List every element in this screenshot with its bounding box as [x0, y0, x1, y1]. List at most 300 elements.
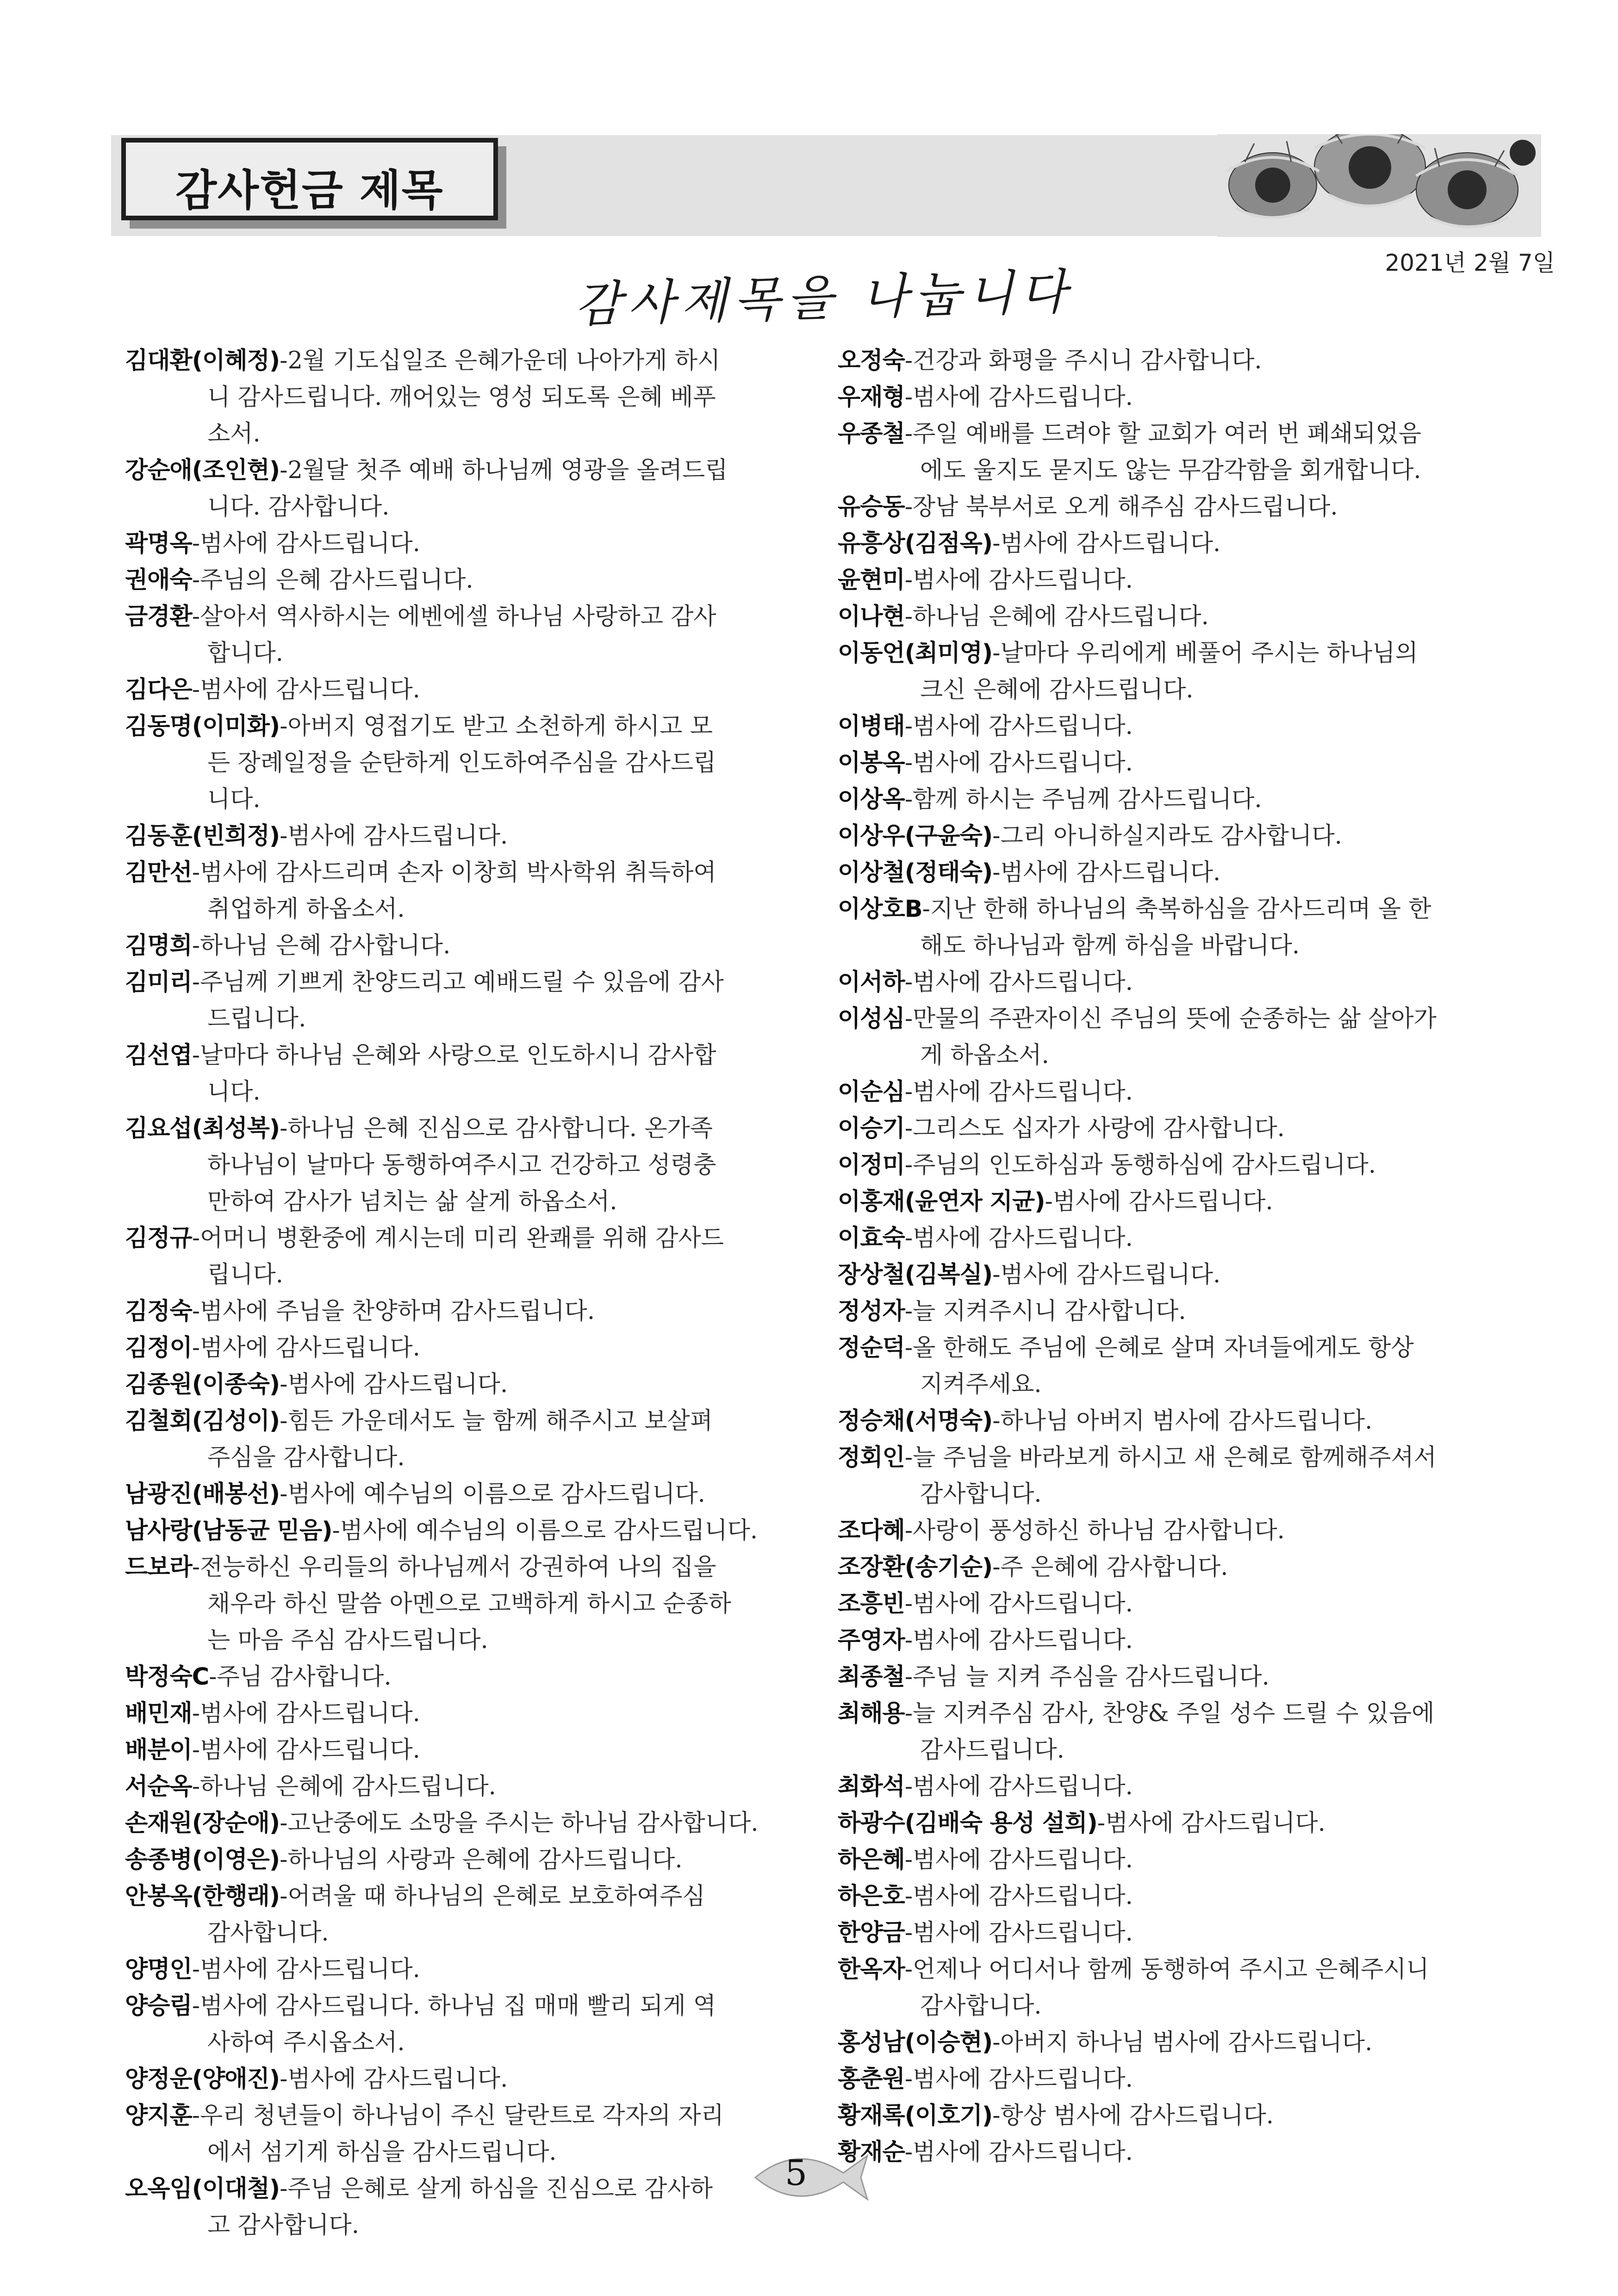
entry-first-line [838, 1695, 1523, 1732]
donor-name: 정순덕 [838, 1334, 905, 1362]
thanks-entry [838, 1768, 1523, 1805]
donor-name: 이병태 [838, 713, 905, 740]
thanks-message: -살아서 역사하시는 에벤에셀 하나님 사랑하고 감사 [192, 603, 716, 630]
donor-name: 최종철 [838, 1663, 905, 1691]
thanks-entry [125, 1951, 808, 1988]
thanks-message: 립니다. [207, 1261, 284, 1288]
donor-name: 김정이 [125, 1334, 192, 1362]
entry-first-line [838, 1293, 1523, 1330]
thanks-message: -지난 한해 하나님의 축복하심을 감사드리며 올 한 [922, 896, 1431, 923]
thanks-entry [838, 2061, 1523, 2097]
donor-name: 김다은 [125, 676, 192, 703]
thanks-entry [125, 1220, 808, 1293]
entry-first-line [125, 1842, 808, 1878]
thanks-message: -범사에 예수님의 이름으로 감사드립니다. [332, 1517, 758, 1544]
entry-first-line [838, 1001, 1523, 1037]
entry-first-line [838, 562, 1523, 598]
donor-name: 정회인 [838, 1444, 905, 1471]
issue-date: 2021년 2월 7일 [1385, 249, 1555, 276]
donor-name: 이동언(최미영) [838, 640, 993, 667]
thanks-message: 니다. 감사합니다. [207, 493, 390, 521]
thanks-message: -사랑이 풍성하신 하나님 감사합니다. [904, 1517, 1285, 1544]
donor-name: 이나현 [838, 603, 905, 630]
entry-first-line [838, 416, 1523, 452]
entry-first-line [838, 598, 1523, 635]
donor-name: 양정운(양애진) [125, 2066, 280, 2093]
thanks-entry [838, 1220, 1523, 1257]
donor-name: 최해용 [838, 1700, 905, 1727]
thanks-entry [125, 2097, 808, 2171]
donor-name: 장상철(김복실) [838, 1261, 993, 1288]
entry-first-line [838, 379, 1523, 416]
thanks-entry [838, 1842, 1523, 1878]
thanks-message: -힘든 가운데서도 늘 함께 해주시고 보살펴 [280, 1407, 713, 1435]
thanks-entry [125, 1842, 808, 1878]
thanks-entry [125, 2061, 808, 2097]
thanks-message: 주심을 감사합니다. [207, 1444, 405, 1471]
thanks-entry [838, 1147, 1523, 1183]
donor-name: 이상옥 [838, 786, 905, 813]
entry-continuation-line [125, 379, 808, 416]
entry-first-line [838, 525, 1523, 562]
thanks-message: -범사에 감사드립니다. [192, 676, 420, 703]
donor-name: 하은혜 [838, 1846, 905, 1873]
donor-name: 김만선 [125, 859, 192, 886]
entry-first-line [125, 1878, 808, 1915]
entry-first-line [838, 1878, 1523, 1915]
thanks-entry [838, 562, 1523, 598]
thanks-entry [838, 1805, 1523, 1842]
thanks-message: -범사에 감사드립니다. [904, 2139, 1133, 2166]
thanks-message: -만물의 주관자이신 주님의 뜻에 순종하는 삶 살아가 [904, 1005, 1437, 1033]
donor-name: 하은호 [838, 1883, 905, 1910]
thanks-message: -전능하신 우리들의 하나님께서 강권하여 나의 집을 [192, 1554, 716, 1581]
entry-first-line [125, 1732, 808, 1768]
entry-first-line [125, 1512, 808, 1549]
entry-first-line [838, 1403, 1523, 1439]
thanks-message: -날마다 우리에게 베풀어 주시는 하나님의 [992, 640, 1418, 667]
thanks-entry [838, 598, 1523, 635]
donor-name: 양명인 [125, 1956, 192, 1983]
thanks-message: -범사에 감사드리며 손자 이창희 박사학위 취득하여 [192, 859, 716, 886]
thanks-message: -범사에 감사드립니다. [192, 1334, 420, 1362]
donor-name: 김철회(김성이) [125, 1407, 280, 1435]
thanks-message: -범사에 감사드립니다. [904, 1883, 1133, 1910]
entry-first-line [838, 1220, 1523, 1257]
entry-first-line [125, 927, 808, 964]
thanks-message: -어머니 병환중에 계시는데 미리 완쾌를 위해 감사드 [192, 1225, 724, 1252]
thanks-message: -주일 예배를 드려야 할 교회가 여러 번 폐쇄되었음 [904, 420, 1421, 448]
donor-name: 양승림 [125, 1992, 192, 2020]
thanks-message: -주님의 은혜 감사드립니다. [192, 566, 473, 594]
thanks-entry [125, 927, 808, 964]
entry-first-line [838, 2061, 1523, 2097]
thanks-entry [838, 525, 1523, 562]
thanks-message: 취업하게 하옵소서. [207, 896, 405, 923]
thanks-message: -건강과 화평을 주시니 감사합니다. [904, 347, 1262, 374]
entry-first-line [125, 672, 808, 708]
entry-first-line [838, 635, 1523, 672]
thanks-message: 니다. [207, 1078, 261, 1106]
thanks-message: 해도 하나님과 함께 하심을 바랍니다. [920, 932, 1300, 959]
thanks-entry [125, 1366, 808, 1403]
entry-first-line [838, 708, 1523, 745]
thanks-message: -범사에 감사드립니다. [904, 1846, 1133, 1873]
thanks-entry [125, 2171, 808, 2244]
thanks-message: -범사에 감사드립니다. [904, 1225, 1133, 1252]
donor-name: 권애숙 [125, 566, 192, 594]
entry-first-line [838, 489, 1523, 525]
thanks-message: -아버지 하나님 범사에 감사드립니다. [992, 2029, 1373, 2056]
donor-name: 드보라 [125, 1554, 192, 1581]
entry-first-line [838, 1622, 1523, 1659]
thanks-message: -주님 은혜로 살게 하심을 진심으로 감사하 [280, 2175, 713, 2203]
entry-continuation-line [125, 1257, 808, 1293]
thanks-message: -범사에 감사드립니다. [1097, 1810, 1326, 1837]
thanks-message: -범사에 감사드립니다. [192, 1736, 420, 1764]
donor-name: 김정규 [125, 1225, 192, 1252]
donor-name: 오옥임(이대철) [125, 2175, 280, 2203]
entry-first-line [838, 1915, 1523, 1951]
entry-first-line [838, 1512, 1523, 1549]
donor-name: 이순심 [838, 1078, 905, 1106]
donor-name: 황재순 [838, 2139, 905, 2166]
thanks-message: 사하여 주시옵소서. [207, 2029, 405, 2056]
thanks-message: -범사에 감사드립니다. [904, 2066, 1133, 2093]
donor-name: 배민재 [125, 1700, 192, 1727]
entry-first-line [838, 1439, 1523, 1476]
donor-name: 금경환 [125, 603, 192, 630]
thanks-message: -하나님 은혜 진심으로 감사합니다. 온가족 [280, 1115, 713, 1142]
thanks-message: -범사에 감사드립니다. [904, 566, 1133, 594]
thanks-entry [125, 1293, 808, 1330]
donor-name: 배분이 [125, 1736, 192, 1764]
thanks-message: -하나님 은혜에 감사드립니다. [904, 603, 1209, 630]
entry-first-line [125, 1659, 808, 1695]
thanks-message: -주님의 인도하심과 동행하심에 감사드립니다. [904, 1151, 1376, 1179]
donor-name: 김선엽 [125, 1042, 192, 1069]
entry-first-line [125, 452, 808, 489]
entry-first-line [838, 1074, 1523, 1110]
thanks-entry [125, 562, 808, 598]
thanks-entry [125, 1988, 808, 2061]
thanks-message: -범사에 감사드립니다. [280, 2066, 508, 2093]
entry-first-line [125, 1366, 808, 1403]
donor-name: 이정미 [838, 1151, 905, 1179]
thanks-entry [125, 1330, 808, 1366]
thanks-entry [838, 1915, 1523, 1951]
thanks-message: -항상 범사에 감사드립니다. [992, 2102, 1274, 2129]
entry-first-line [125, 1403, 808, 1439]
entry-first-line [125, 2097, 808, 2134]
thanks-message: 합니다. [207, 640, 284, 667]
right-column [838, 342, 1523, 2171]
entry-continuation-line [125, 2207, 808, 2244]
thanks-message: -범사에 감사드립니다. [192, 1956, 420, 1983]
entry-continuation-line [125, 781, 808, 818]
thanks-entry [838, 1330, 1523, 1403]
entry-first-line [838, 1659, 1523, 1695]
entry-first-line [838, 1183, 1523, 1220]
thanks-entry [125, 342, 808, 452]
thanks-message: -그리스도 십자가 사랑에 감사합니다. [904, 1115, 1285, 1142]
thanks-entry [838, 1549, 1523, 1586]
entry-first-line [125, 1293, 808, 1330]
thanks-message: -하나님 아버지 범사에 감사드립니다. [992, 1407, 1373, 1435]
thanks-entry [838, 1695, 1523, 1768]
thanks-message: -범사에 감사드립니다. [904, 969, 1133, 996]
thanks-entry [838, 1878, 1523, 1915]
entry-first-line [838, 1549, 1523, 1586]
thanks-entry [125, 452, 808, 525]
thanks-message: -주님께 기쁘게 찬양드리고 예배드릴 수 있음에 감사 [192, 969, 724, 996]
entry-continuation-line [125, 1147, 808, 1183]
entry-continuation-line [125, 745, 808, 781]
thanks-message: 든 장례일정을 순탄하게 인도하여주심을 감사드립 [207, 749, 716, 777]
thanks-message: -고난중에도 소망을 주시는 하나님 감사합니다. [280, 1810, 759, 1837]
donor-name: 곽명옥 [125, 530, 192, 557]
thanks-entry [838, 2134, 1523, 2171]
thanks-entry [838, 745, 1523, 781]
entry-first-line [125, 562, 808, 598]
thanks-message: -범사에 예수님의 이름으로 감사드립니다. [280, 1481, 705, 1508]
thanks-message: 하나님이 날마다 동행하여주시고 건강하고 성령충 [207, 1151, 716, 1179]
entry-first-line [838, 2134, 1523, 2171]
entry-first-line [838, 891, 1523, 927]
donor-name: 남광진(배봉선) [125, 1481, 280, 1508]
entry-first-line [838, 1110, 1523, 1147]
donor-name: 황재록(이호기) [838, 2102, 993, 2129]
entry-first-line [125, 1476, 808, 1512]
entry-first-line [125, 1330, 808, 1366]
thanks-message: -범사에 감사드립니다. [192, 530, 420, 557]
thanks-entry [838, 781, 1523, 818]
thanks-entry [838, 1586, 1523, 1622]
entry-continuation-line [838, 927, 1523, 964]
thanks-message: -어려울 때 하나님의 은혜로 보호하여주심 [280, 1883, 705, 1910]
entry-first-line [838, 1586, 1523, 1622]
thanks-entry [838, 1110, 1523, 1147]
donor-name: 홍성남(이승현) [838, 2029, 993, 2056]
thanks-entry [125, 1732, 808, 1768]
entry-first-line [838, 342, 1523, 379]
thanks-entry [838, 1403, 1523, 1439]
donor-name: 윤현미 [838, 566, 905, 594]
thanks-entry [838, 416, 1523, 489]
entry-first-line [125, 342, 808, 379]
entry-continuation-line [838, 1476, 1523, 1512]
thanks-message: -범사에 감사드립니다. [280, 822, 508, 850]
thanks-message: -아버지 영접기도 받고 소천하게 하시고 모 [280, 713, 713, 740]
entry-first-line [838, 1805, 1523, 1842]
section-subtitle: 감사제목을 나눕니다 [574, 263, 1074, 333]
entry-first-line [125, 708, 808, 745]
entry-first-line [838, 1147, 1523, 1183]
entry-first-line [125, 1110, 808, 1147]
thanks-entry [125, 598, 808, 672]
thanks-message: 크신 은혜에 감사드립니다. [920, 676, 1194, 703]
entry-first-line [838, 2097, 1523, 2134]
entry-first-line [125, 1805, 808, 1842]
donor-name: 최화석 [838, 1773, 905, 1800]
entry-first-line [125, 818, 808, 854]
entry-first-line [125, 525, 808, 562]
donor-name: 정성자 [838, 1298, 905, 1325]
entry-first-line [838, 781, 1523, 818]
entry-first-line [838, 745, 1523, 781]
thanks-entry [125, 1037, 808, 1110]
entry-continuation-line [125, 2024, 808, 2061]
thanks-message: -장남 북부서로 오게 해주심 감사드립니다. [904, 493, 1338, 521]
entry-continuation-line [125, 1586, 808, 1622]
entry-continuation-line [125, 1074, 808, 1110]
thanks-entry [838, 1622, 1523, 1659]
donor-name: 강순애(조인현) [125, 457, 280, 484]
thanks-entry [838, 379, 1523, 416]
thanks-entry [125, 1549, 808, 1659]
thanks-message: -우리 청년들이 하나님이 주신 달란트로 각자의 자리 [192, 2102, 724, 2129]
thanks-message: -날마다 하나님 은혜와 사랑으로 인도하시니 감사합 [192, 1042, 716, 1069]
thanks-message: -늘 지켜주시니 감사합니다. [904, 1298, 1186, 1325]
thanks-message: -범사에 감사드립니다. [904, 1627, 1133, 1654]
entry-first-line [838, 818, 1523, 854]
donor-name: 오정숙 [838, 347, 905, 374]
thanks-message: 감사합니다. [207, 1919, 329, 1947]
thanks-message: -하나님 은혜에 감사드립니다. [192, 1773, 496, 1800]
thanks-message: -주님 늘 지켜 주심을 감사드립니다. [904, 1663, 1270, 1691]
entry-continuation-line [838, 452, 1523, 489]
thanks-message: -범사에 감사드립니다. [992, 1261, 1221, 1288]
thanks-entry [125, 818, 808, 854]
thanks-entry [838, 1439, 1523, 1512]
thanks-message: 지켜주세요. [920, 1371, 1042, 1398]
thanks-message: -주님 감사합니다. [209, 1663, 392, 1691]
entry-first-line [125, 2061, 808, 2097]
entry-continuation-line [125, 1183, 808, 1220]
entry-continuation-line [838, 1366, 1523, 1403]
thanks-entry [838, 1512, 1523, 1549]
donor-name: 하광수(김배숙 용성 설희) [838, 1810, 1097, 1837]
entry-first-line [838, 1768, 1523, 1805]
thanks-message: -범사에 주님을 찬양하며 감사드립니다. [192, 1298, 595, 1325]
thanks-message: 에도 울지도 묻지도 않는 무감각함을 회개합니다. [920, 457, 1421, 484]
thanks-entry [838, 342, 1523, 379]
donor-name: 우종철 [838, 420, 905, 448]
entry-continuation-line [125, 1915, 808, 1951]
entry-first-line [838, 1842, 1523, 1878]
donor-name: 이서하 [838, 969, 905, 996]
thanks-entry [838, 1001, 1523, 1074]
thanks-message: -하나님 은혜 감사합니다. [192, 932, 451, 959]
thanks-message: 니다. [207, 786, 261, 813]
entry-continuation-line [838, 1732, 1523, 1768]
thanks-message: 드립니다. [207, 1005, 306, 1033]
entry-first-line [125, 1951, 808, 1988]
donor-name: 우재형 [838, 384, 905, 411]
thanks-message: -늘 주님을 바라보게 하시고 새 은혜로 함께해주셔서 [904, 1444, 1437, 1471]
entry-first-line [125, 1695, 808, 1732]
thanks-message: -그리 아니하실지라도 감사합니다. [992, 822, 1342, 850]
donor-name: 손재원(장순애) [125, 1810, 280, 1837]
donor-name: 이홍재(윤연자 지균) [838, 1188, 1045, 1215]
donor-name: 유흥상(김점옥) [838, 530, 993, 557]
thanks-message: -주 은혜에 감사합니다. [992, 1554, 1228, 1581]
entry-first-line [838, 1951, 1523, 1988]
donor-name: 조흥빈 [838, 1590, 905, 1618]
thanks-entry [125, 1878, 808, 1951]
thanks-entry [838, 708, 1523, 745]
thanks-message: -범사에 감사드립니다. [1045, 1188, 1273, 1215]
thanks-entry [838, 891, 1523, 964]
donor-name: 이승기 [838, 1115, 905, 1142]
thanks-entry [125, 1512, 808, 1549]
entry-first-line [125, 1988, 808, 2024]
donor-name: 박정숙C [125, 1663, 209, 1691]
thanks-entry [838, 1183, 1523, 1220]
thanks-entry [838, 489, 1523, 525]
thanks-entry [838, 1293, 1523, 1330]
thanks-entry [838, 1659, 1523, 1695]
thanks-message: -하나님의 사랑과 은혜에 감사드립니다. [280, 1846, 683, 1873]
thanks-message: -올 한해도 주님에 은혜로 살며 자녀들에게도 항상 [904, 1334, 1414, 1362]
thanks-message: -2월 기도십일조 은혜가운데 나아가게 하시 [280, 347, 721, 374]
thanks-message: -범사에 감사드립니다. [904, 384, 1133, 411]
donor-name: 정승채(서명숙) [838, 1407, 993, 1435]
entry-continuation-line [125, 416, 808, 452]
thanks-message: -범사에 감사드립니다. 하나님 집 매매 빨리 되게 역 [192, 1992, 716, 2020]
thanks-message: 감사합니다. [920, 1481, 1042, 1508]
thanks-entry [838, 1074, 1523, 1110]
thanks-entry [125, 1476, 808, 1512]
entry-continuation-line [838, 1037, 1523, 1074]
page-title: 감사헌금 제목 [175, 166, 444, 215]
entry-first-line [838, 964, 1523, 1001]
donor-name: 안봉옥(한행래) [125, 1883, 280, 1910]
thanks-message: -범사에 감사드립니다. [904, 749, 1133, 777]
entry-first-line [125, 598, 808, 635]
donor-name: 홍춘원 [838, 2066, 905, 2093]
donor-name: 김동훈(빈희정) [125, 822, 280, 850]
sunflower-image [1217, 116, 1541, 237]
thanks-message: 는 마음 주심 감사드립니다. [207, 1627, 488, 1654]
entry-continuation-line [125, 1622, 808, 1659]
donor-name: 유승동 [838, 493, 905, 521]
thanks-message: 감사합니다. [920, 1992, 1042, 2020]
thanks-message: 감사드립니다. [920, 1736, 1064, 1764]
thanks-message: -범사에 감사드립니다. [904, 1919, 1133, 1947]
donor-name: 이상철(정태숙) [838, 859, 993, 886]
thanks-entry [125, 1659, 808, 1695]
entry-first-line [838, 1257, 1523, 1293]
thanks-message: 만하여 감사가 넘치는 삶 살게 하옵소서. [207, 1188, 617, 1215]
donor-name: 남사랑(남동균 믿음) [125, 1517, 332, 1544]
thanks-message: -범사에 감사드립니다. [904, 1078, 1133, 1106]
thanks-entry [838, 2024, 1523, 2061]
thanks-entry [838, 1257, 1523, 1293]
entry-first-line [838, 854, 1523, 891]
thanks-message: 에서 섬기게 하심을 감사드립니다. [207, 2139, 557, 2166]
thanks-entry [838, 635, 1523, 708]
donor-name: 이효숙 [838, 1225, 905, 1252]
thanks-message: -범사에 감사드립니다. [992, 859, 1221, 886]
entry-first-line [125, 854, 808, 891]
donor-name: 김명희 [125, 932, 192, 959]
thanks-entry [125, 964, 808, 1037]
thanks-message: -범사에 감사드립니다. [280, 1371, 508, 1398]
entry-first-line [838, 1330, 1523, 1366]
entry-continuation-line [125, 1439, 808, 1476]
donor-name: 이상우(구윤숙) [838, 822, 993, 850]
